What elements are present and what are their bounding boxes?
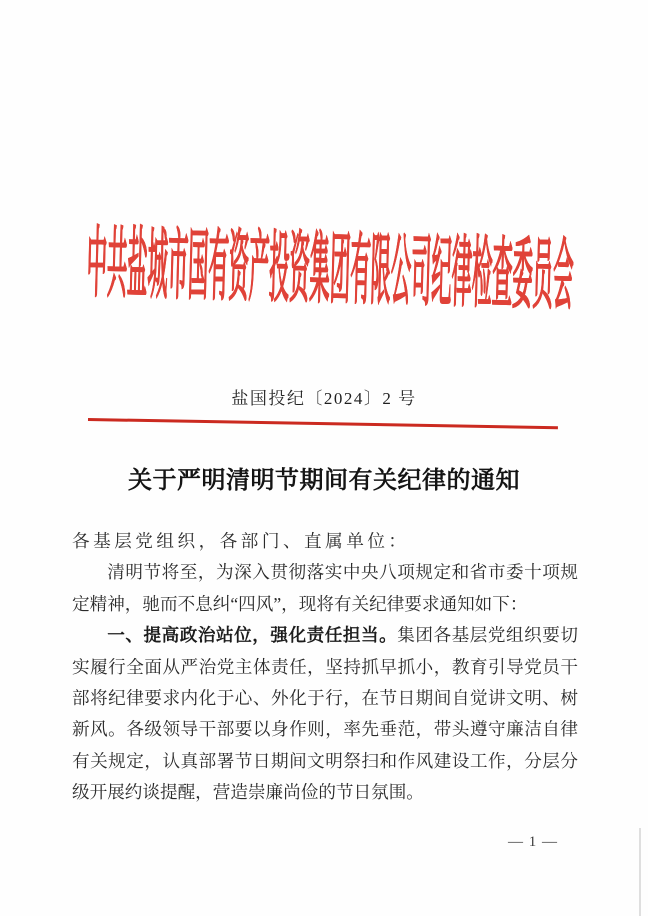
document-title: 关于严明清明节期间有关纪律的通知 (128, 468, 520, 494)
body-line (72, 589, 578, 620)
paragraph-lead-bold: 一、提高政治站位，强化责任担当。 (107, 625, 398, 646)
body-line-text: 清明节将至，为深入贯彻落实中央八项规定和省市委十项规 (107, 562, 578, 583)
body-line-text: 部将纪律要求内化于心、外化于行，在节日期间自觉讲文明、树 (72, 687, 578, 708)
body-line (72, 652, 578, 683)
body-line (72, 746, 578, 777)
page-number: — 1 — (508, 834, 558, 850)
red-header-org-title: 中共盐城市国有资产投资集团有限公司纪律检查委员会 (85, 219, 575, 320)
body-line (72, 683, 578, 714)
body-line (72, 714, 578, 745)
body-line-text: 各基层党组织，各部门、直属单位： (72, 531, 410, 551)
body-line-text: 级开展约谈提醒，营造崇廉尚俭的节日氛围。 (72, 782, 424, 803)
body-line (72, 620, 578, 651)
body-line (72, 777, 578, 808)
red-header-row (0, 220, 648, 320)
body-line-text: 实履行全面从严治党主体责任，坚持抓早抓小，教育引导党员干 (72, 656, 578, 677)
body-line-text: 定精神，驰而不息纠“四风”，现将有关纪律要求通知如下： (72, 593, 528, 614)
body-line-text: 集团各基层党组织要切 (397, 625, 578, 646)
salutation-line (72, 526, 578, 557)
body-line (72, 557, 578, 588)
scan-edge-artifact (639, 828, 641, 916)
document-body (72, 526, 578, 809)
body-line-text: 新风。各级领导干部要以身作则，率先垂范，带头遵守廉洁自律 (72, 719, 578, 740)
document-number: 盐国投纪〔2024〕2 号 (231, 389, 417, 408)
red-separator-line (88, 418, 558, 429)
body-line-text: 有关规定，认真部署节日期间文明祭扫和作风建设工作，分层分 (72, 750, 578, 771)
